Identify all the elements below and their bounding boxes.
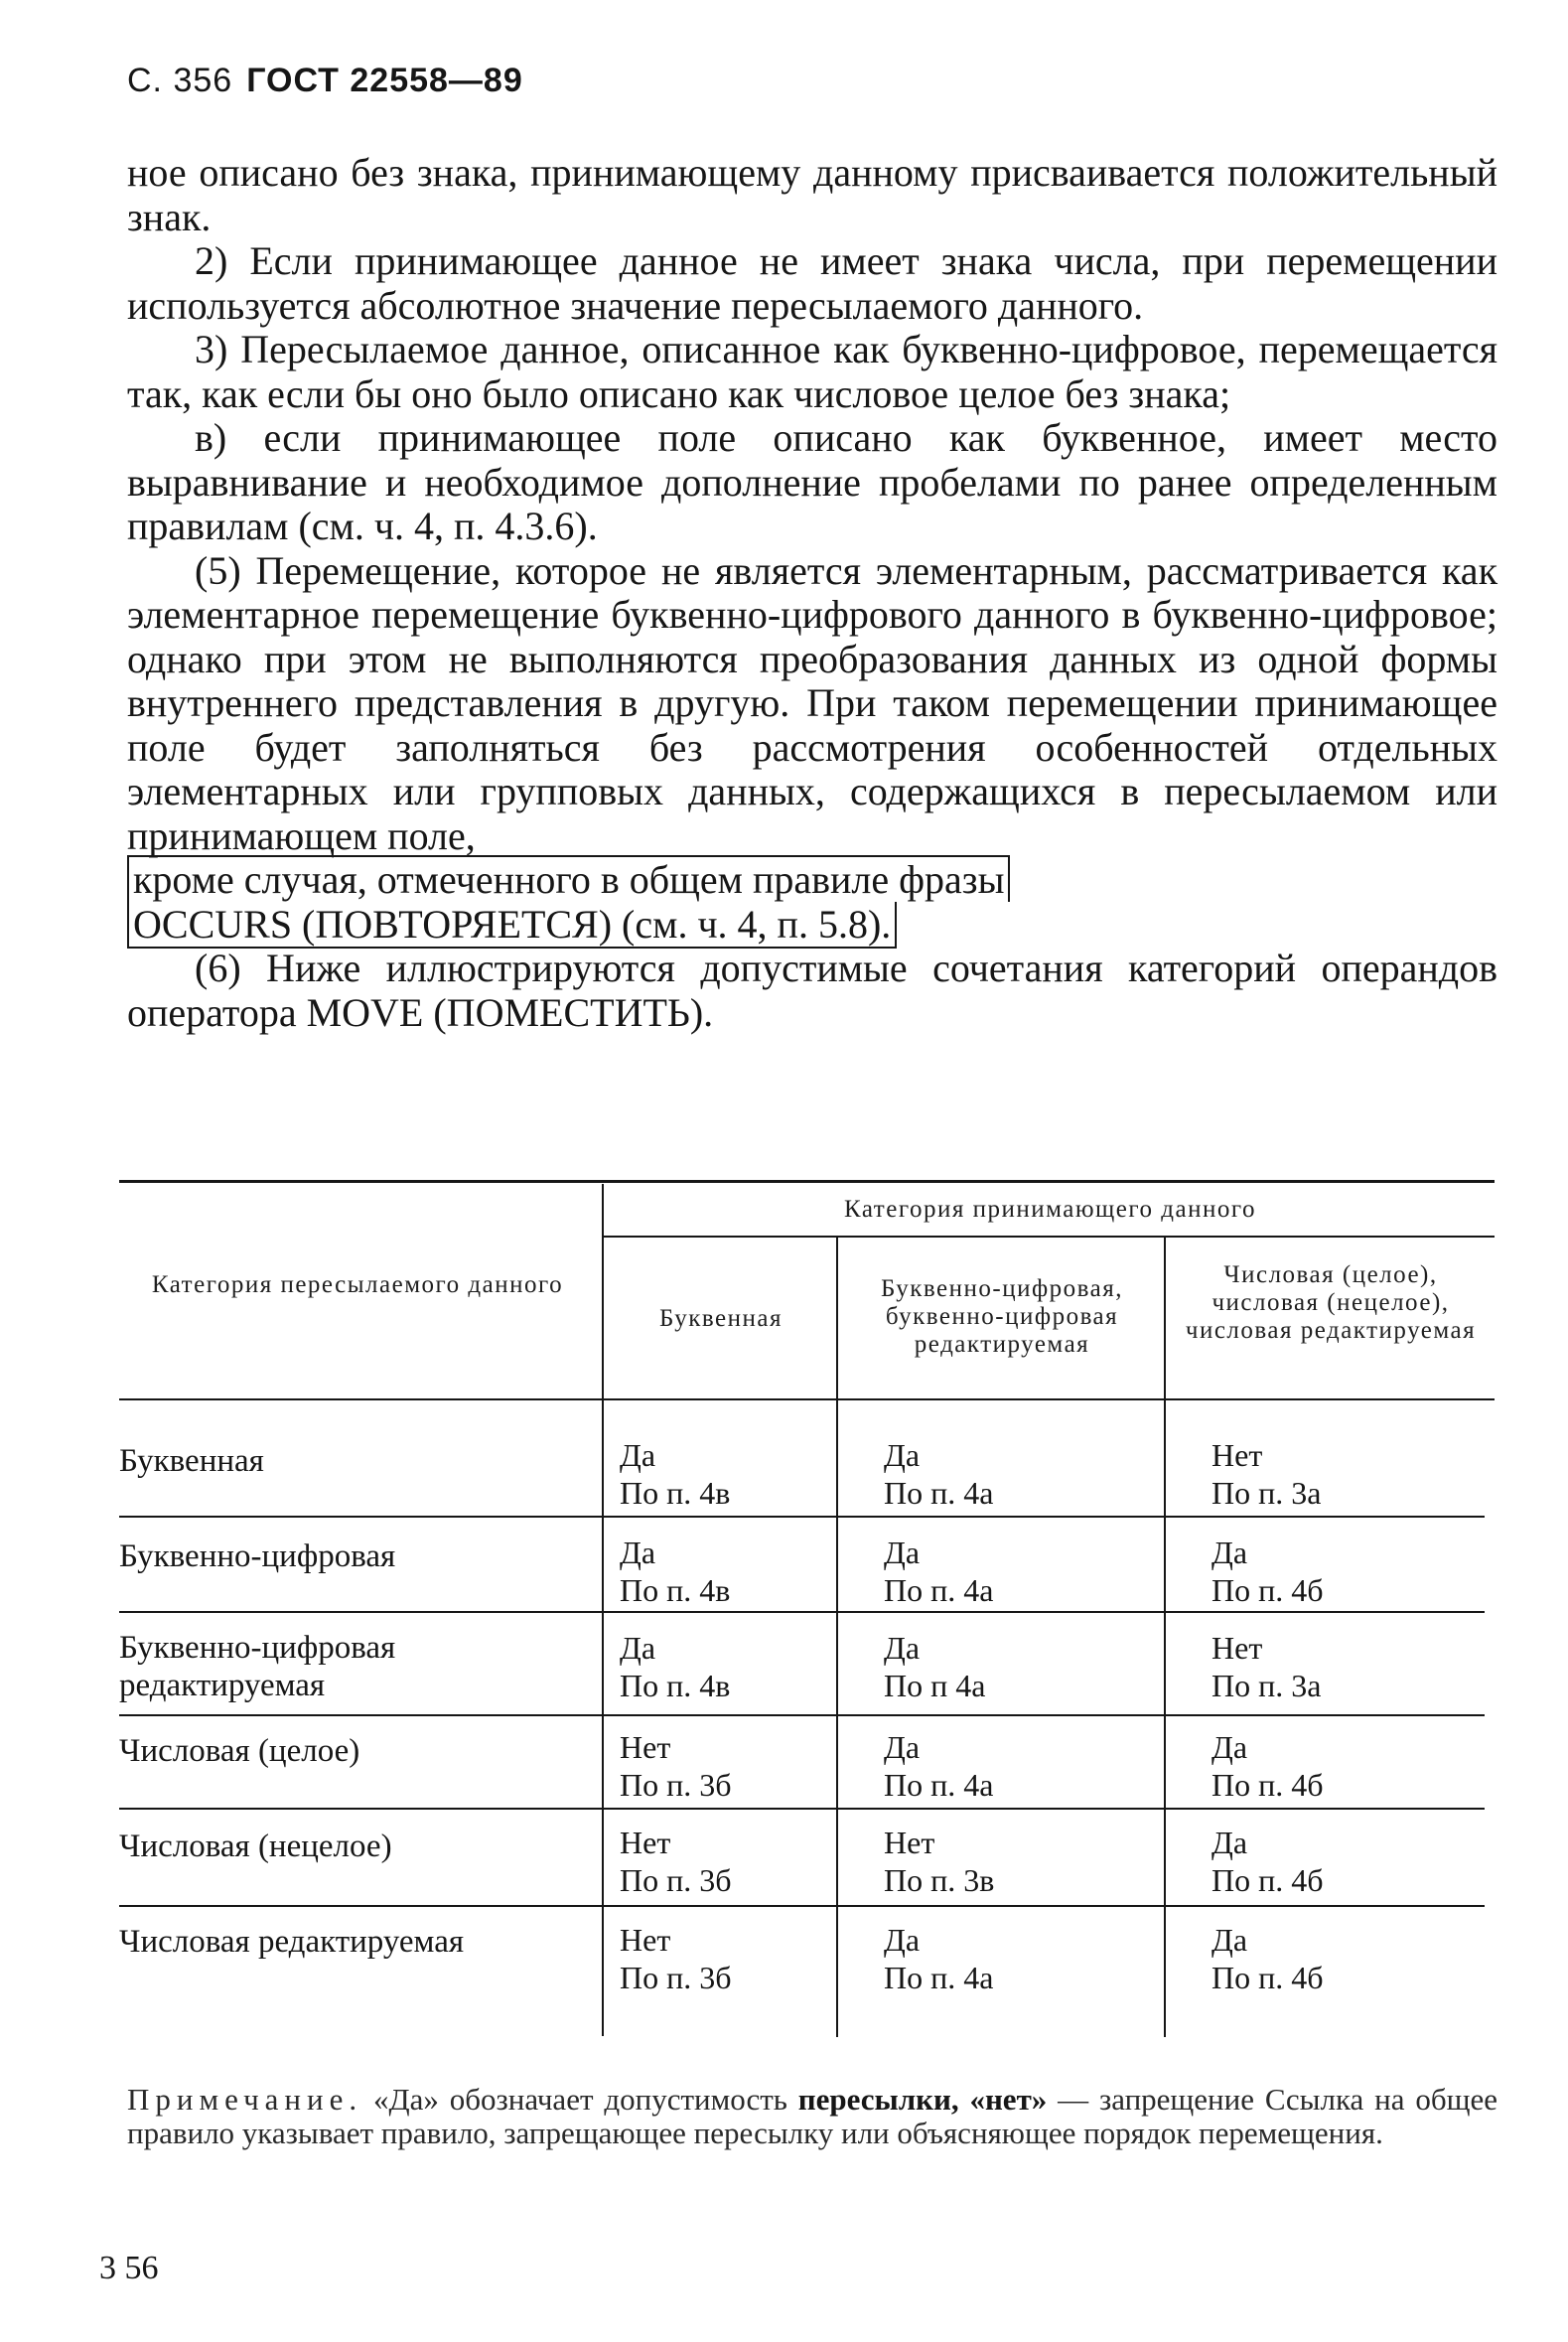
page-header (127, 62, 523, 100)
note-bold-text: пересылки, «нет» (797, 2082, 1048, 2117)
table-cell: Да По п. 4в (620, 1535, 731, 1608)
row-label: Буквенно-цифровая (119, 1538, 396, 1574)
header-left: Категория пересылаемого данного (151, 1271, 564, 1298)
header-bottom-rule (119, 1398, 1495, 1400)
table-note (127, 2083, 1497, 2150)
table-cell: Да По п. 4б (1212, 1825, 1324, 1898)
column-header: Числовая (целое), числовая (нецелое), числовая редактируемая (1185, 1261, 1477, 1344)
row-rule (119, 1714, 1485, 1716)
table-cell: Да По п. 4в (620, 1437, 731, 1511)
table-cell: Нет По п. 3а (1212, 1630, 1322, 1703)
boxed-text: кроме случая, отмеченного в общем правиле фразы (127, 855, 1010, 902)
standard-code: ГОСТ 22558—89 (246, 62, 523, 99)
column-header: Буквенно-цифровая, буквенно-цифровая редактируемая (881, 1275, 1123, 1358)
note-text: — запрещение Ссылка на общее правило указывает правило, запрещающее пересылку или объясняющее порядок перемещения. (127, 2082, 1497, 2150)
header-group: Категория принимающего данного (844, 1196, 1256, 1223)
row-rule (119, 1611, 1485, 1613)
table-cell: Нет По п. 3б (620, 1825, 732, 1898)
paragraph: 2) Если принимающее данное не имеет знака числа, при перемещении используется абсолютное значение пересылаемого данного. (127, 238, 1497, 328)
table-cell: Нет По п. 3б (620, 1922, 732, 1995)
table-cell: Да По п. 4в (620, 1630, 731, 1703)
boxed-insert-2 (127, 903, 1497, 948)
paragraph: в) если принимающее поле описано как буквенное, имеет место выравнивание и необходимое дополнение пробелами по ранее определенным правилам (см. ч. 4, п. 4.3.6). (127, 415, 1497, 548)
row-label: Буквенная (119, 1443, 264, 1479)
boxed-text: OCCURS (ПОВТОРЯЕТСЯ) (см. ч. 4, п. 5.8). (127, 902, 897, 949)
table-cell: Да По п. 4а (884, 1922, 994, 1995)
move-categories-table (119, 1180, 1495, 2049)
paragraph: ное описано без знака, принимающему данному присваивается положительный знак. (127, 150, 1497, 239)
row-label: Числовая (нецелое) (119, 1829, 392, 1864)
table-cell: Да По п. 4б (1212, 1729, 1324, 1803)
row-label: Числовая редактируемая (119, 1924, 465, 1960)
table-cell: Да По п. 4а (884, 1437, 994, 1511)
page-number: 3 56 (99, 2250, 159, 2286)
column-rule (836, 1238, 838, 2037)
boxed-insert-1 (127, 858, 1497, 903)
table-cell: Да По п. 4а (884, 1535, 994, 1608)
page-prefix: С. 356 (127, 62, 233, 99)
body-text (127, 151, 1497, 1035)
note-label: Примечание. (127, 2082, 363, 2117)
table-cell: Нет По п. 3а (1212, 1437, 1322, 1511)
row-rule (119, 1905, 1485, 1907)
table-cell: Да По п 4а (884, 1630, 986, 1703)
table-cell: Да По п. 4б (1212, 1922, 1324, 1995)
row-label: Буквенно-цифровая редактируемая (119, 1630, 396, 1703)
table-cell: Да По п. 4а (884, 1729, 994, 1803)
row-rule (119, 1808, 1485, 1810)
table-cell: Нет По п. 3б (620, 1729, 732, 1803)
paragraph: 3) Пересылаемое данное, описанное как буквенно-цифровое, перемещается так, как если бы оно было описано как числовое целое без знака; (127, 327, 1497, 416)
table-cell: Нет По п. 3в (884, 1825, 995, 1898)
row-rule (119, 1516, 1485, 1518)
table-cell: Да По п. 4б (1212, 1535, 1324, 1608)
paragraph: (5) Перемещение, которое не является элементарным, рассматривается как элементарное перемещение буквенно-цифрового данного в буквенно-цифровое; однако при этом не выполняются преобразования данных из одной формы внутреннего представления в другую. При таком перемещении принимающее поле будет заполняться без рассмотрения особенностей отдельных элементарных или групповых данных, содержащихся в пересылаемом или принимающем поле, (127, 547, 1497, 858)
paragraph: (6) Ниже иллюстрируются допустимые сочетания категорий операндов оператора MOVE (ПОМЕСТИТЬ). (127, 946, 1497, 1035)
row-label: Числовая (целое) (119, 1733, 360, 1769)
column-header: Буквенная (659, 1305, 783, 1332)
group-header-rule (604, 1236, 1495, 1238)
note-text: «Да» обозначает допустимость (372, 2082, 787, 2117)
column-rule (602, 1184, 604, 2036)
column-rule (1164, 1238, 1166, 2037)
table-top-rule (119, 1180, 1495, 1183)
